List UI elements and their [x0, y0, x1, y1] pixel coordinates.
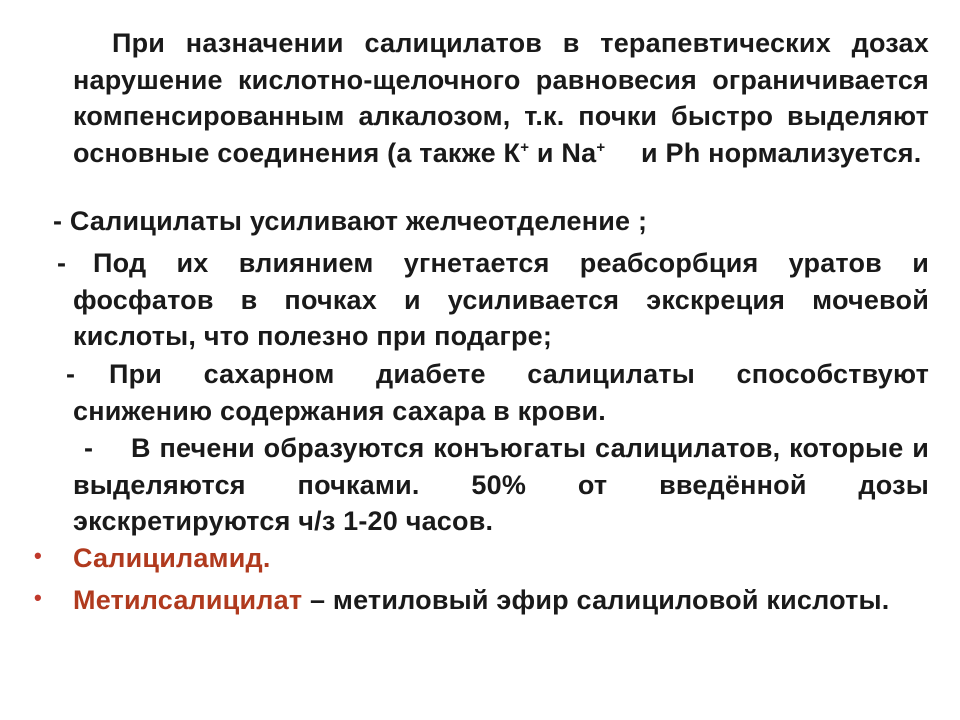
item-dash: - — [66, 359, 76, 389]
bullet-marker: • — [34, 543, 42, 568]
potassium-superscript: + — [520, 138, 530, 156]
item-dash: - — [57, 248, 67, 278]
item-diabetes — [66, 356, 929, 429]
intro-text-part2: и Na — [529, 137, 597, 168]
bullet-methylsalicylate — [34, 582, 929, 619]
bullet-term: Салициламид. — [73, 543, 271, 573]
item-liver — [73, 430, 929, 540]
bullet-marker: • — [34, 585, 42, 610]
item-bile-text: Салицилаты усиливают желчеотделение ; — [69, 206, 648, 236]
bullet-term: Метилсалицилат — [73, 585, 303, 615]
bullet-rest: – метиловый эфир салициловой кислоты. — [302, 585, 890, 615]
intro-text-part3: и Ph нормализуется. — [633, 137, 922, 168]
item-liver-text: В печени образуются конъюгаты салицилатов, которые и выделяются почками. 50% от введённой дозы экскретируются ч/з 1-20 часов. — [73, 433, 929, 536]
item-urates — [57, 245, 929, 355]
item-diabetes-text: При сахарном диабете салицилаты способствуют снижению содержания сахара в крови. — [73, 359, 929, 426]
intro-paragraph — [73, 25, 929, 171]
item-dash: - — [53, 206, 63, 236]
item-bile — [53, 203, 929, 240]
sodium-superscript: + — [596, 138, 606, 156]
item-dash: - — [84, 433, 94, 463]
bullet-salicylamide — [34, 540, 929, 577]
intro-text-part1: При назначении салицилатов в терапевтических дозах нарушение кислотно-щелочного равновесия ограничивается компенсированным алкалозом, т.к. почки быстро выделяют основные соединения (а также К — [73, 28, 929, 168]
item-urates-text: Под их влиянием угнетается реабсорбция уратов и фосфатов в почках и усиливается экскреция мочевой кислоты, что полезно при подагре; — [73, 248, 929, 351]
